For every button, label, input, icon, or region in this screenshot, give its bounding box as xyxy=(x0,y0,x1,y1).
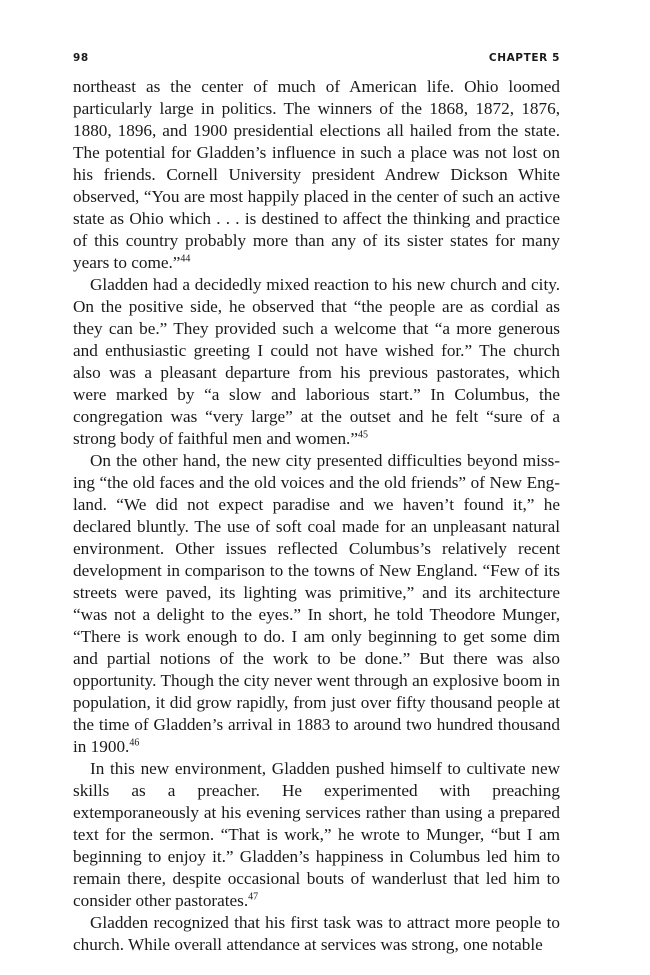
paragraph xyxy=(73,758,560,912)
footnote-marker: 45 xyxy=(357,429,368,441)
paragraph-text: northeast as the center of much of American life. Ohio loomed particularly large in politics. The winners of the 1868, 1872, 1876, 1880, 1896, and 1900 presidential elections all hailed from the state. The potential for Gladden’s influence in such a place was not lost on his friends. Cornell University president Andrew Dickson White observed, “You are most happily placed in the center of such an active state as Ohio which . . . is destined to affect the thinking and practice of this country probably more than any of its sister states for many years to come.” xyxy=(73,77,560,272)
footnote-marker: 46 xyxy=(129,737,140,749)
paragraph-text: Gladden recognized that his first task was to attract more people to church. While overall attendance at services was strong, one notable xyxy=(73,913,560,954)
paragraph xyxy=(73,76,560,274)
page-number: 98 xyxy=(73,52,89,64)
chapter-heading: CHAPTER 5 xyxy=(488,52,560,64)
footnote-marker: 44 xyxy=(180,253,191,265)
paragraph-text: On the other hand, the new city presented difficulties beyond missing “the old faces and the old voices and the old friends” of New England. “We did not expect paradise and we haven’t found it,” he declared bluntly. The use of soft coal made for an unpleasant natural environment. Other issues reflected Columbus’s relatively recent development in comparison to the towns of New England. “Few of its streets were paved, its lighting was primitive,” and its architecture “was not a delight to the eyes.” In short, he told Theodore Munger, “There is work enough to do. I am only beginning to get some dim and partial notions of the work to be done.” But there was also opportunity. Though the city never went through an explosive boom in population, it did grow rapidly, from just over fifty thousand people at the time of Gladden’s arrival in 1883 to around two hundred thousand in 1900. xyxy=(73,451,560,756)
body-text xyxy=(73,76,560,956)
paragraph xyxy=(73,912,560,956)
paragraph xyxy=(73,450,560,758)
paragraph xyxy=(73,274,560,450)
footnote-marker: 47 xyxy=(248,891,259,903)
running-head xyxy=(73,52,560,68)
paragraph-text: In this new environment, Gladden pushed himself to cultivate new skills as a preacher. He experimented with preaching extemporaneously at his evening services rather than using a prepared text for the sermon. “That is work,” he wrote to Munger, “but I am beginning to enjoy it.” Gladden’s happiness in Columbus led him to remain there, despite occasional bouts of wanderlust that led him to consider other pastorates. xyxy=(73,759,560,910)
paragraph-text: Gladden had a decidedly mixed reaction to his new church and city. On the positive side, he observed that “the people are as cordial as they can be.” They provided such a welcome that “a more generous and enthusiastic greeting I could not have wished for.” The church also was a pleasant departure from his previous pastorates, which were marked by “a slow and laborious start.” In Columbus, the congregation was “very large” at the outset and he felt “sure of a strong body of faithful men and women.” xyxy=(73,275,560,448)
